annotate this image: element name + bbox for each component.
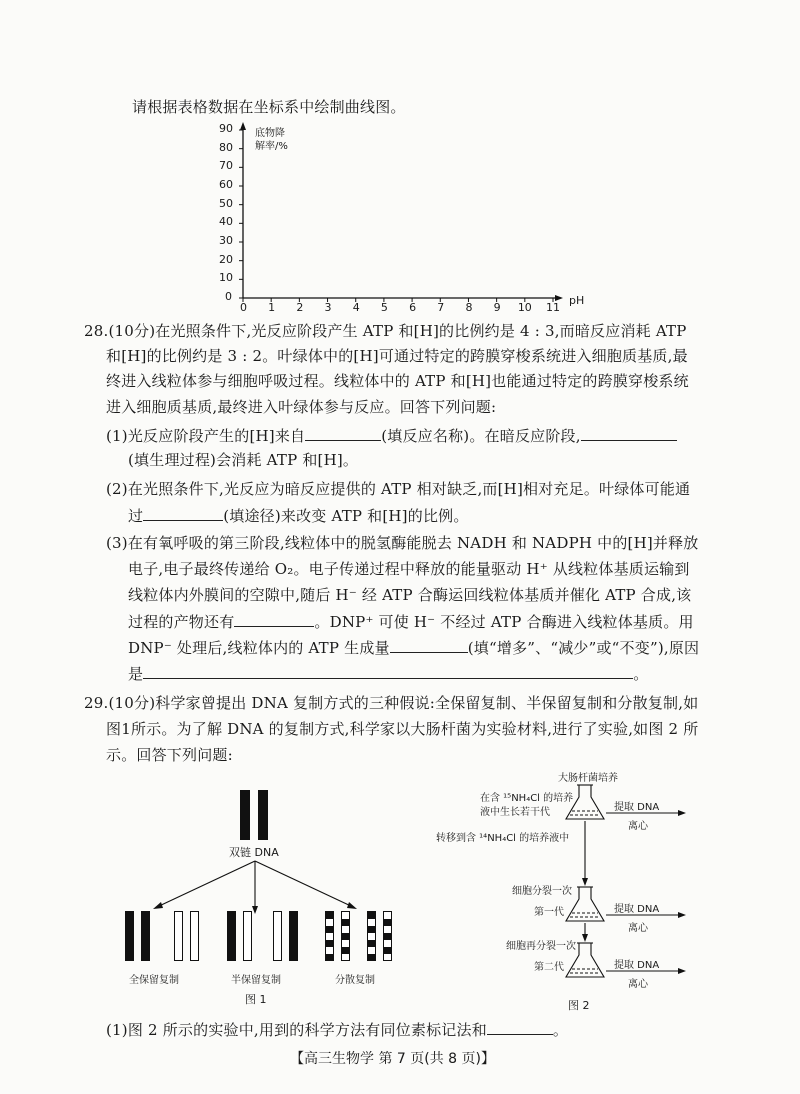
fig2-extract-1: 提取 DNA: [614, 802, 660, 813]
q28-sub3-line4: [128, 610, 694, 633]
fig2-centrifuge-1: 离心: [628, 821, 648, 832]
y-tick-label: 20: [219, 252, 233, 266]
graph-ylabel-line1: 底物降: [255, 128, 285, 139]
y-tick-label: 50: [219, 196, 233, 210]
fig2-divide-again: 细胞再分裂一次: [506, 941, 576, 952]
graph-xlabel: pH: [569, 294, 585, 307]
semi-strand-4: [289, 911, 298, 961]
q28-sub3-line2: 电子,电子最终传递给 O₂。电子传递过程中释放的能量驱动 H⁺ 从线粒体基质运输到: [128, 560, 690, 578]
disp-strand-2: [341, 911, 350, 961]
fig2-centrifuge-2: 离心: [628, 923, 648, 934]
q29-sub1: [106, 1018, 568, 1041]
page-footer: 【高三生物学 第 7 页(共 8 页)】: [290, 1051, 495, 1067]
full-strand-4: [190, 911, 199, 961]
figure-2: [436, 765, 716, 1010]
dsdna-label: 双链 DNA: [229, 846, 279, 859]
q28-sub1-text-b: (填反应名称)。在暗反应阶段,: [381, 427, 581, 445]
y-tick-label: 60: [219, 178, 233, 191]
q28-stem-line1: 28.(10分)在光照条件下,光反应阶段产生 ATP 和[H]的比例约是 4 : 3,而暗反应消耗 ATP: [84, 322, 687, 340]
x-tick-label: 6: [409, 301, 417, 314]
q28-blank-3[interactable]: [143, 504, 223, 521]
fig2-title: 大肠杆菌培养: [558, 773, 618, 784]
semi-strand-2: [243, 911, 252, 961]
q28-sub3-line5: [128, 636, 699, 659]
q28-sub2-text-b: (填途径)来改变 ATP 和[H]的比例。: [223, 507, 469, 525]
q28-sub3-line1: (3)在有氧呼吸的第三阶段,线粒体中的脱氢酶能脱去 NADH 和 NADPH 中的[H]并释放: [106, 534, 699, 552]
fig2-extract-3: 提取 DNA: [614, 960, 660, 971]
x-tick-label: 9: [493, 301, 501, 314]
full-strand-2: [141, 911, 150, 961]
q29-stem-line1: 29.(10分)科学家曾提出 DNA 复制方式的三种假说:全保留复制、半保留复制和分散复制,如: [84, 694, 699, 712]
empty-graph: [205, 120, 605, 320]
q28-sub2-line1: (2)在光照条件下,光反应为暗反应提供的 ATP 相对缺乏,而[H]相对充足。叶绿体可能通: [106, 480, 691, 498]
q28-sub3-text-c: DNP⁻ 处理后,线粒体内的 ATP 生成量: [128, 639, 390, 657]
y-tick-label: 30: [219, 234, 233, 247]
fig2-centrifuge-3: 离心: [628, 979, 648, 990]
full-conservative-label: 全保留复制: [129, 975, 179, 986]
fig2-transfer: 转移到含 ¹⁴NH₄Cl 的培养液中: [436, 833, 570, 844]
q29-sub1-text-b: 。: [552, 1021, 569, 1039]
disp-strand-1: [325, 911, 334, 961]
fig2-step1-line1: 在含 ¹⁵NH₄Cl 的培养: [480, 793, 574, 804]
q28-sub3-text-e: 是: [128, 665, 144, 683]
x-tick-label: 1: [268, 301, 276, 314]
q28-stem-line4: 进入细胞质基质,最终进入叶绿体参与反应。回答下列问题:: [106, 398, 497, 416]
q28-sub2-text-a: 过: [128, 507, 144, 525]
full-strand-3: [174, 911, 183, 961]
fig1-arrows: [115, 859, 415, 919]
x-tick-label: 5: [380, 301, 388, 314]
y-tick-label: 70: [219, 159, 233, 173]
q28-blank-1[interactable]: [305, 424, 381, 441]
q29-stem-line3: 示。回答下列问题:: [106, 746, 233, 764]
disp-strand-4: [383, 911, 392, 961]
fig2-flasks: [436, 765, 716, 995]
fig2-divide-once: 细胞分裂一次: [512, 886, 572, 897]
fig2-step1-line2: 液中生长若干代: [480, 807, 550, 818]
y-tick-label: 80: [219, 140, 233, 154]
fig2-caption: 图 2: [568, 999, 590, 1012]
fig1-caption: 图 1: [245, 993, 267, 1006]
fig2-gen2-label: 第二代: [534, 962, 564, 973]
fig2-extract-2: 提取 DNA: [614, 904, 660, 915]
q28-sub1-line2: (填生理过程)会消耗 ATP 和[H]。: [128, 451, 359, 469]
figure-1: [115, 785, 415, 1010]
x-tick-label: 7: [437, 301, 445, 314]
q28-sub3-text-f: 。: [633, 665, 649, 683]
q28-sub3-line6: [128, 662, 648, 685]
q28-stem-line3: 终进入线粒体参与细胞呼吸过程。线粒体中的 ATP 和[H]也能通过特定的跨膜穿梭系统: [106, 372, 689, 390]
y-tick-label: 0: [225, 290, 232, 303]
x-tick-label: 10: [517, 301, 532, 314]
full-strand-1: [125, 911, 134, 961]
q28-sub1-text-a: (1)光反应阶段产生的[H]来自: [106, 427, 306, 445]
y-tick-label: 90: [219, 122, 233, 135]
y-tick-label: 10: [219, 271, 233, 285]
fig2-gen1-label: 第一代: [534, 907, 564, 918]
q28-blank-4[interactable]: [234, 610, 314, 627]
x-tick-label: 4: [352, 301, 360, 314]
q28-blank-5[interactable]: [390, 636, 468, 653]
q29-blank-1[interactable]: [487, 1018, 553, 1035]
q29-stem-line2: 图1所示。为了解 DNA 的复制方式,科学家以大肠杆菌为实验材料,进行了实验,如图 2 所: [106, 720, 699, 738]
x-tick-label: 11: [546, 301, 560, 314]
semi-strand-3: [273, 911, 282, 961]
semi-strand-1: [227, 911, 236, 961]
graph-instruction: 请根据表格数据在坐标系中绘制曲线图。: [132, 98, 406, 116]
graph-ylabel-line2: 解率/%: [255, 141, 288, 152]
q28-sub2-line2: [128, 504, 469, 527]
x-tick-label: 8: [465, 301, 473, 314]
dsdna-strand-right: [258, 790, 268, 840]
q29-sub1-text-a: (1)图 2 所示的实验中,用到的科学方法有同位素标记法和: [106, 1021, 487, 1039]
y-tick-label: 40: [219, 215, 233, 229]
x-tick-label: 2: [296, 301, 304, 314]
dispersive-label: 分散复制: [335, 975, 375, 986]
q28-sub1-line1: [106, 424, 677, 447]
q28-blank-6[interactable]: [143, 662, 633, 679]
q28-stem-line2: 和[H]的比例约是 3 : 2。叶绿体中的[H]可通过特定的跨膜穿梭系统进入细胞质基质,最: [106, 347, 688, 365]
semi-conservative-label: 半保留复制: [231, 975, 281, 986]
q28-sub3-line3: 线粒体内外膜间的空隙中,随后 H⁻ 经 ATP 合酶运回线粒体基质并催化 ATP 合成,该: [128, 586, 692, 604]
x-tick-label: 3: [324, 301, 332, 314]
q28-sub3-text-a: 过程的产物还有: [128, 613, 235, 631]
disp-strand-3: [367, 911, 376, 961]
dsdna-strand-left: [240, 790, 250, 840]
q28-sub3-text-d: (填“增多”、“减少”或“不变”),原因: [467, 639, 700, 657]
x-tick-label: 0: [240, 301, 247, 314]
q28-sub3-text-b: 。DNP⁺ 可使 H⁻ 不经过 ATP 合酶进入线粒体基质。用: [314, 613, 694, 631]
q28-blank-2[interactable]: [581, 424, 677, 441]
